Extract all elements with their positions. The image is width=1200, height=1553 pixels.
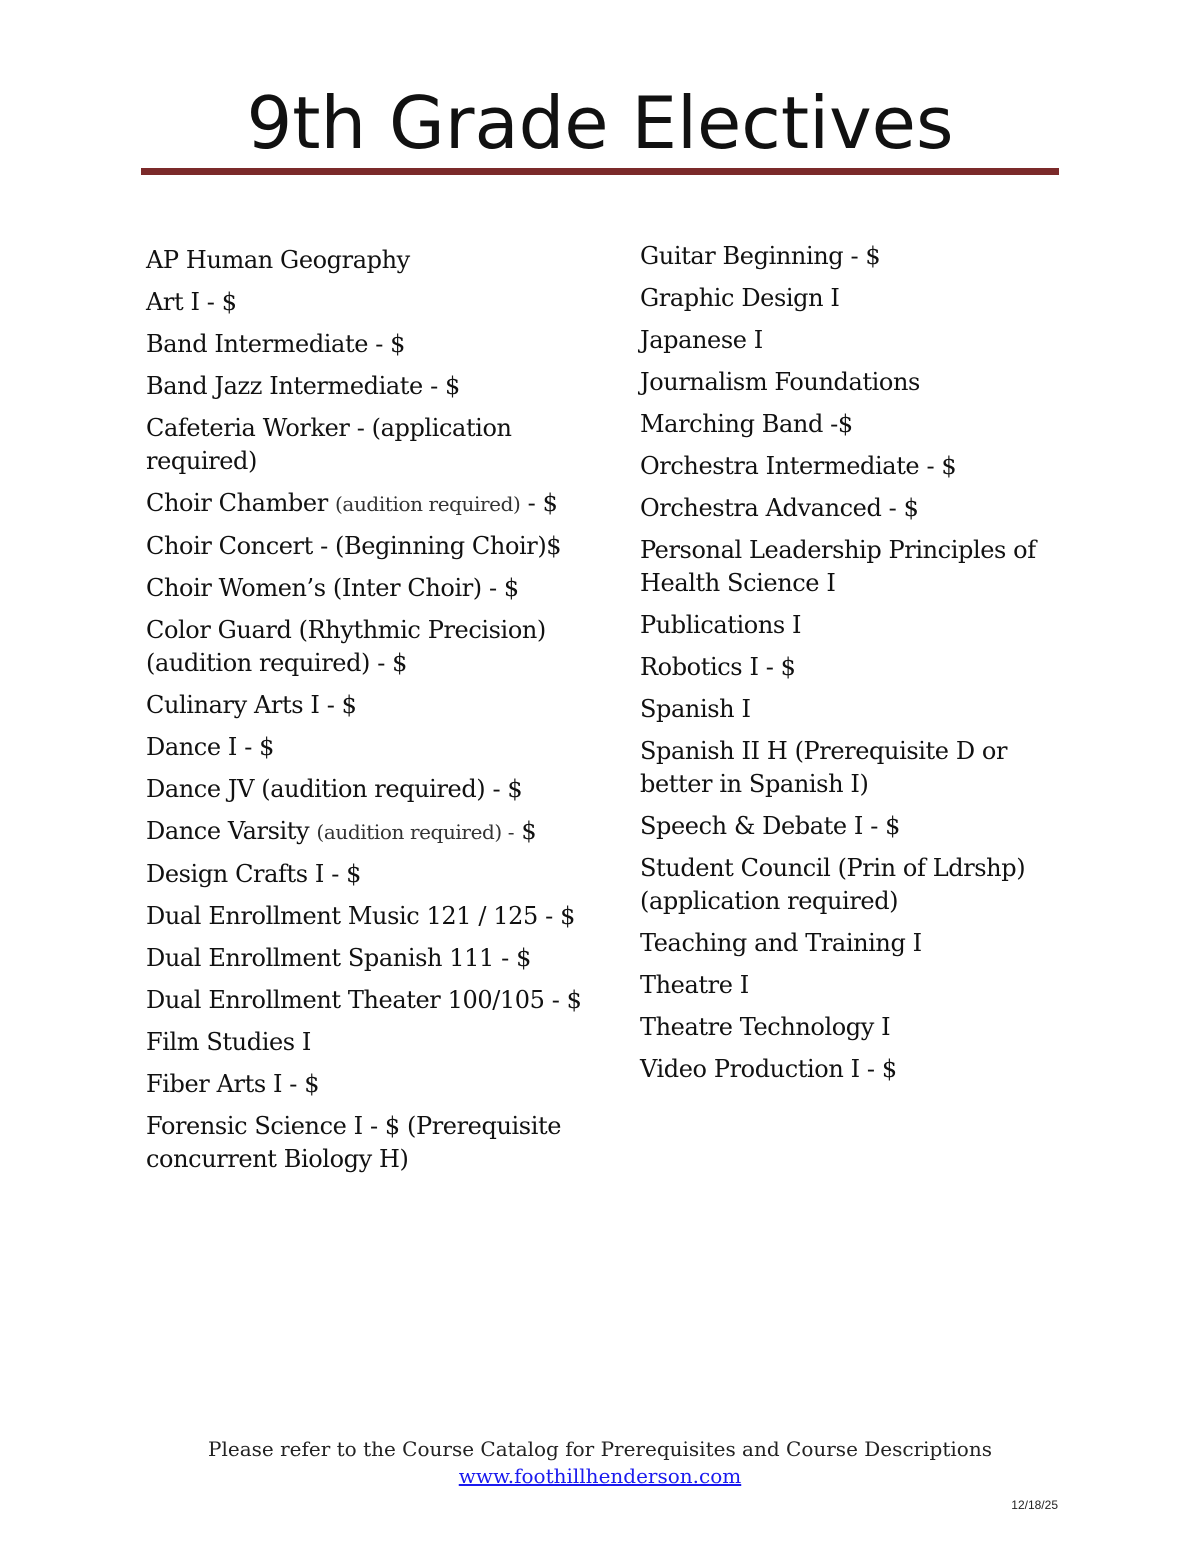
list-item: Band Intermediate - $ [146,330,406,358]
list-item: Culinary Arts I - $ [146,691,357,719]
list-item: Guitar Beginning - $ [640,242,881,270]
item-note: (audition required) [335,492,521,516]
list-item: Theatre I [640,971,749,999]
list-item: Graphic Design I [640,284,840,312]
list-item: Marching Band -$ [640,410,853,438]
page-title: 9th Grade Electives [246,81,954,165]
list-item: Dual Enrollment Spanish 111 - $ [146,944,531,972]
website-link[interactable]: www.foothillhenderson.com [458,1464,742,1488]
list-item: Spanish II H (Prerequisite D or better in Spanish I) [640,737,1008,798]
list-item: Cafeteria Worker - (application required) [146,414,512,475]
list-item: Forensic Science I - $ (Prerequisite concurrent Biology H) [146,1112,562,1173]
list-item: Dance JV (audition required) - $ [146,775,523,803]
list-item: Japanese I [640,326,763,354]
list-item: Art I - $ [146,288,237,316]
list-item: Publications I [640,611,802,639]
list-item: Theatre Technology I [640,1013,891,1041]
list-item: Choir Concert - (Beginning Choir)$ [146,532,562,560]
list-item: Personal Leadership Principles of Health Science I [640,536,1036,597]
list-item: Dual Enrollment Theater 100/105 - $ [146,986,582,1014]
electives-right-column [640,240,1070,1095]
title-divider [141,168,1059,175]
list-item: Choir Chamber (audition required) - $ [146,489,558,517]
list-item: AP Human Geography [146,246,410,274]
list-item: Orchestra Intermediate - $ [640,452,957,480]
list-item: Teaching and Training I [640,929,922,957]
list-item: Choir Women’s (Inter Choir) - $ [146,574,519,602]
list-item: Student Council (Prin of Ldrshp) (application required) [640,854,1026,915]
list-item: Dance I - $ [146,733,274,761]
footer-note: Please refer to the Course Catalog for Prerequisites and Course Descriptions [208,1437,992,1461]
list-item: Journalism Foundations [640,368,920,396]
list-item: Orchestra Advanced - $ [640,494,919,522]
revision-date: 12/18/25 [1011,1498,1058,1512]
list-item: Color Guard (Rhythmic Precision) (audition required) - $ [146,616,546,677]
item-note: (audition required) - [316,820,515,844]
list-item: Speech & Debate I - $ [640,812,901,840]
list-item: Design Crafts I - $ [146,860,362,888]
list-item: Fiber Arts I - $ [146,1070,320,1098]
list-item: Robotics I - $ [640,653,796,681]
list-item: Video Production I - $ [640,1055,897,1083]
list-item: Dual Enrollment Music 121 / 125 - $ [146,902,575,930]
list-item: Film Studies I [146,1028,312,1056]
list-item: Dance Varsity (audition required) - $ [146,817,537,845]
electives-left-column [146,244,591,1185]
list-item: Spanish I [640,695,751,723]
footer [0,1436,1200,1490]
list-item: Band Jazz Intermediate - $ [146,372,460,400]
